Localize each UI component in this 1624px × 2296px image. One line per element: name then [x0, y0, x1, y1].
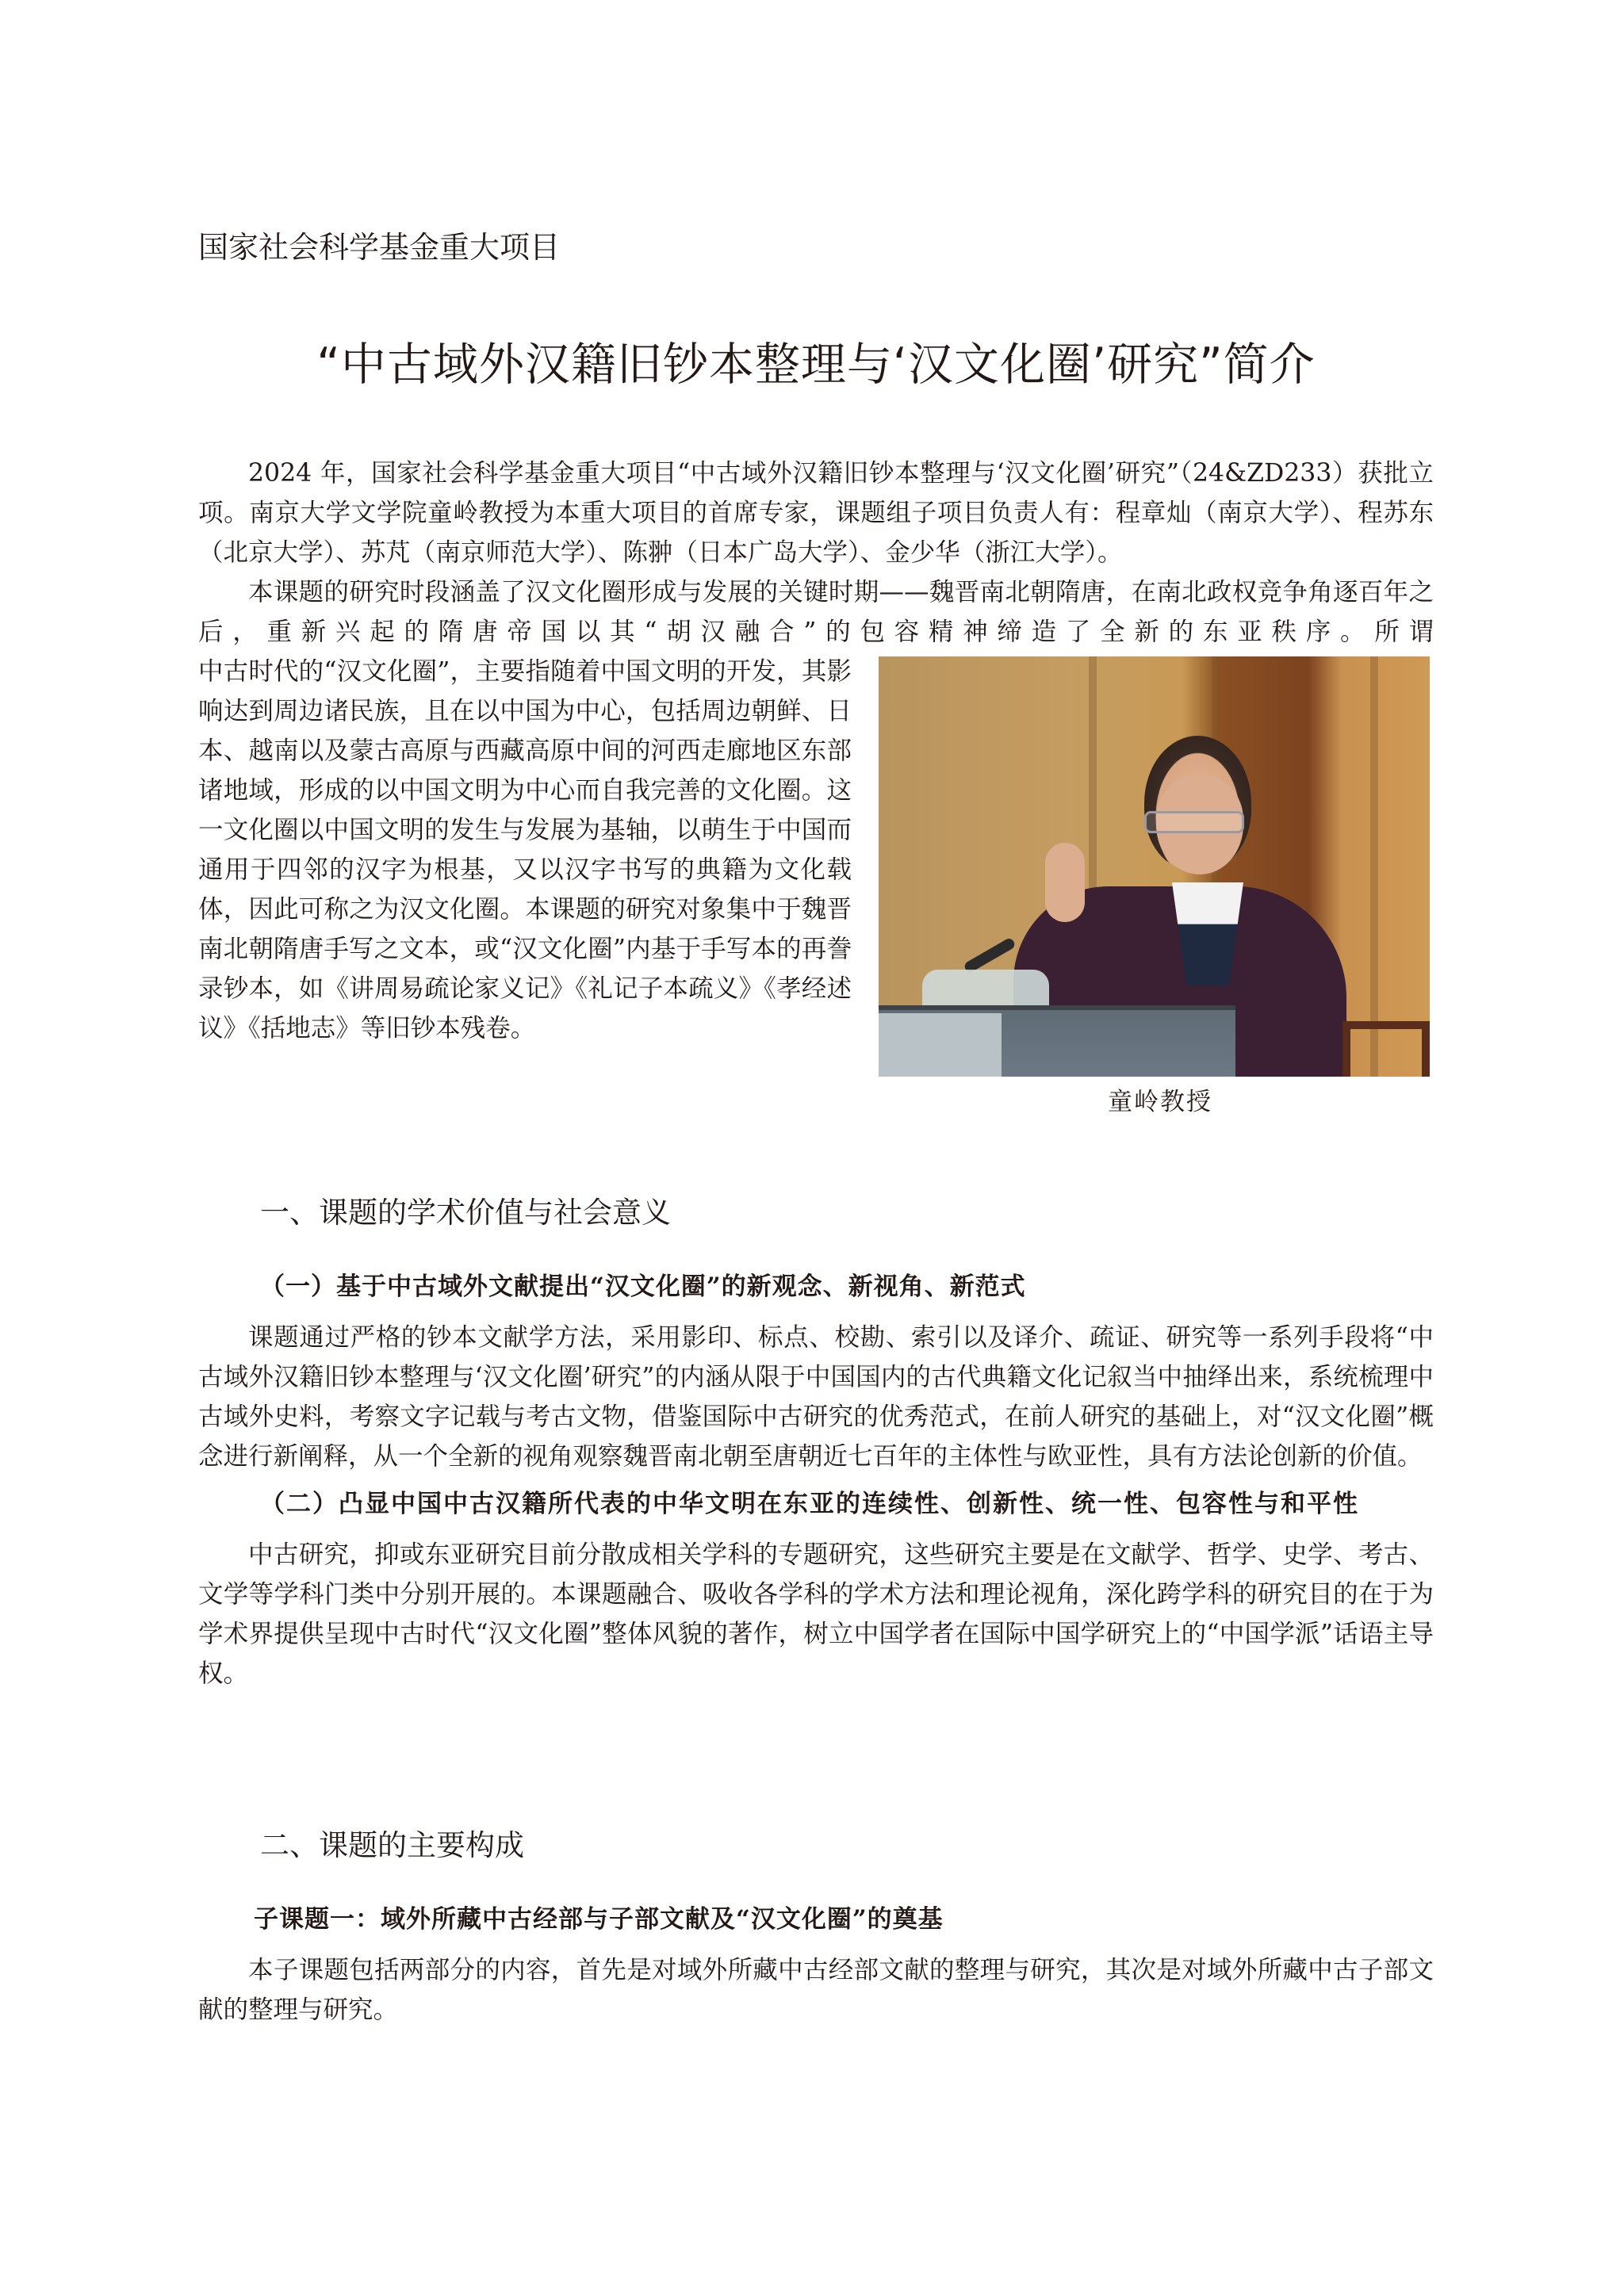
section-1-sub-2-body: 中古研究，抑或东亚研究目前分散成相关学科的专题研究，这些研究主要是在文献学、哲学、史学、考古、文学等学科门类中分别开展的。本课题融合、吸收各学科的学术方法和理论视角，深化跨学科的研究目的在于为学术界提供呈现中古时代“汉文化圈”整体风貌的著作，树立中国学者在国际中国学研究上的“中国学派”话语主导权。 [198, 1540, 1434, 1688]
speaker-glasses [1144, 811, 1244, 833]
project-kicker: 国家社会科学基金重大项目 [198, 230, 561, 265]
section-2 [198, 1826, 1434, 2030]
photo-caption: 童岭教授 [1108, 1088, 1212, 1116]
podium-front-panel [879, 1013, 1002, 1077]
section-2-sub-1-heading: 子课题一：域外所藏中古经部与子部文献及“汉文化圈”的奠基 [254, 1905, 944, 1934]
speaker-hand [1045, 843, 1085, 922]
portrait-figure [879, 656, 1434, 1118]
article-title: “中古域外汉籍旧钞本整理与‘汉文化圈’研究”简介 [316, 339, 1316, 391]
intro-paragraph-1: 2024 年，国家社会科学基金重大项目“中古域外汉籍旧钞本整理与‘汉文化圈’研究”（24&ZD233）获批立项。南京大学文学院童岭教授为本重大项目的首席专家，课题组子项目负责人有：程章灿（南京大学）、程苏东（北京大学）、苏芃（南京师范大学）、陈翀（日本广岛大学）、金少华（浙江大学）。 [198, 459, 1434, 567]
section-1-heading: 一、课题的学术价值与社会意义 [260, 1196, 671, 1230]
intro-paragraph-2: 本课题的研究时段涵盖了汉文化圈形成与发展的关键时期——魏晋南北朝隋唐，在南北政权竞争角逐百年之后，重新兴起的隋唐帝国以其“胡汉融合”的包容精神缔造了全新的东亚秩序。所谓 [198, 578, 1434, 646]
section-2-sub-1-body: 本子课题包括两部分的内容，首先是对域外所藏中古经部文献的整理与研究，其次是对域外所藏中古子部文献的整理与研究。 [198, 1956, 1434, 2024]
section-1-sub-1-heading: （一）基于中古域外文献提出“汉文化圈”的新观念、新视角、新范式 [260, 1272, 1026, 1301]
section-2-heading: 二、课题的主要构成 [260, 1828, 524, 1862]
portrait-photo [879, 656, 1430, 1077]
chair-back [1342, 1021, 1430, 1077]
wall-panel-seam [1370, 656, 1378, 1077]
section-1-sub-1-body: 课题通过严格的钞本文献学方法，采用影印、标点、校勘、索引以及译介、疏证、研究等一系列手段将“中古域外汉籍旧钞本整理与‘汉文化圈’研究”的内涵从限于中国国内的古代典籍文化记叙当中抽绎出来，系统梳理中古域外史料，考察文字记载与考古文物，借鉴国际中古研究的优秀范式，在前人研究的基础上，对“汉文化圈”概念进行新阐释，从一个全新的视角观察魏晋南北朝至唐朝近七百年的主体性与欧亚性，具有方法论创新的价值。 [198, 1323, 1434, 1471]
intro-section [198, 453, 1434, 1118]
microphone [963, 936, 1017, 974]
section-1 [198, 1193, 1434, 1693]
section-1-sub-2-heading: （二）凸显中国中古汉籍所代表的中华文明在东亚的连续性、创新性、统一性、包容性与和平性 [260, 1490, 1359, 1518]
intro-paragraph-3: 中古时代的“汉文化圈”，主要指随着中国文明的开发，其影响达到周边诸民族，且在以中国为中心，包括周边朝鲜、日本、越南以及蒙古高原与西藏高原中间的河西走廊地区东部诸地域，形成的以中国文明为中心而自我完善的文化圈。这一文化圈以中国文明的发生与发展为基轴，以萌生于中国而通用于四邻的汉字为根基，又以汉字书写的典籍为文化载体，因此可称之为汉文化圈。本课题的研究对象集中于魏晋南北朝隋唐手写之文本，或“汉文化圈”内基于手写本的再誊录钞本，如《讲周易疏论家义记》《礼记子本疏义》《孝经述议》《括地志》等旧钞本残卷。 [198, 657, 852, 1043]
